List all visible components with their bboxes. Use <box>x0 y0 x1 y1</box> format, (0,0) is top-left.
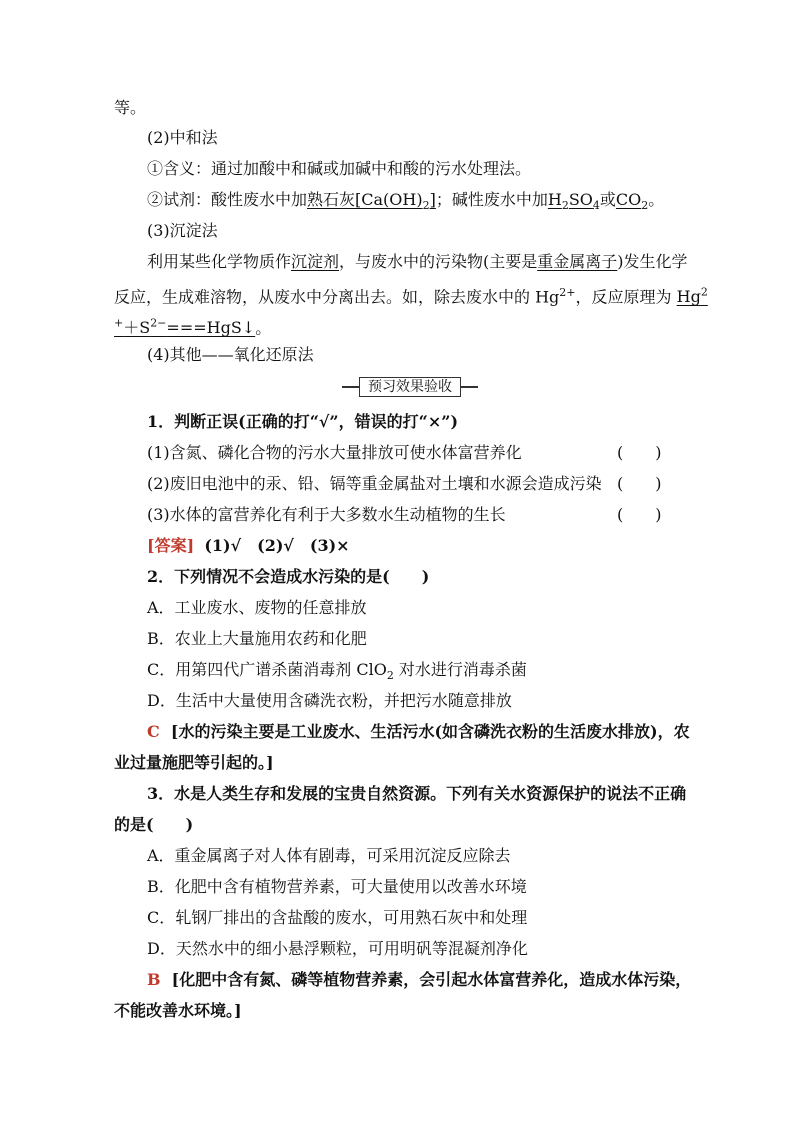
text: 3．水是人类生存和发展的宝贵自然资源。下列有关水资源保护的说法不正确 <box>147 784 687 803</box>
question-1-item-2 <box>147 473 602 495</box>
subscript: 2 <box>641 199 649 213</box>
text-line <box>114 282 708 308</box>
answer-letter: C <box>147 722 160 741</box>
superscript: + <box>114 317 124 330</box>
text: B．化肥中含有植物营养素，可大量使用以改善水环境 <box>147 877 527 896</box>
text: 对水进行消毒杀菌 <box>393 660 527 679</box>
question-2-option-c <box>147 659 527 687</box>
text: (2)废旧电池中的汞、铅、镉等重金属盐对土壤和水源会造成污染 <box>147 474 602 493</box>
subscript: 2 <box>386 669 394 683</box>
superscript: 2 <box>700 286 708 299</box>
text: ] <box>429 190 436 209</box>
text: (3)沉淀法 <box>147 221 218 240</box>
text: (3)水体的富营养化有利于大多数水生动植物的生长 <box>147 505 506 524</box>
text: 1．判断正误(正确的打“√”，错误的打“×”) <box>147 412 459 431</box>
text: D．生活中大量使用含磷洗衣粉，并把污水随意排放 <box>147 691 512 710</box>
text-line <box>147 189 664 217</box>
text: 或 <box>599 190 616 209</box>
question-3-explanation-cont <box>114 1000 242 1022</box>
text-line <box>147 251 688 273</box>
text-line <box>147 158 531 180</box>
text: 2．下列情况不会造成水污染的是( ) <box>147 567 430 586</box>
text: ②试剂：酸性废水中加 <box>147 190 308 209</box>
text: )发生化学 <box>617 252 688 271</box>
underlined-term: 沉淀剂 <box>291 252 340 271</box>
question-1-item-1 <box>147 442 522 464</box>
text: 利用某些化学物质作 <box>147 252 292 271</box>
text: ＋S <box>123 318 151 338</box>
text-line <box>114 313 271 339</box>
text: ===HgS↓ <box>166 318 256 338</box>
question-1-stem <box>147 411 458 433</box>
section-title <box>342 376 478 398</box>
text-line <box>114 97 146 119</box>
question-3-option-d <box>147 938 528 960</box>
text: C．轧钢厂排出的含盐酸的废水，可用熟石灰中和处理 <box>147 908 528 927</box>
text: A．重金属离子对人体有剧毒，可采用沉淀反应除去 <box>147 846 511 865</box>
answer-blank: ( ) <box>617 443 662 462</box>
question-3-option-c <box>147 907 527 929</box>
text: CO <box>615 190 642 209</box>
heading-neutralization <box>147 127 218 149</box>
question-2-explanation <box>147 721 690 743</box>
question-1-item-3 <box>147 504 506 526</box>
text: (2)中和法 <box>147 128 218 147</box>
question-3-explanation <box>147 969 691 991</box>
superscript: 2+ <box>559 286 576 299</box>
answer-letter: B <box>147 970 161 989</box>
superscript: 2− <box>150 317 167 330</box>
text: 熟石灰[Ca(OH) <box>307 190 423 209</box>
text: 反应，生成难溶物，从废水中分离出去。如，除去废水中的 Hg <box>114 287 560 307</box>
text: ①含义：通过加酸中和碱或加碱中和酸的污水处理法。 <box>147 159 532 178</box>
text: H <box>547 190 562 209</box>
text: 。 <box>255 318 272 338</box>
text: 不能改善水环境。] <box>114 1001 242 1020</box>
answer-text: (1)√ (2)√ (3)× <box>204 536 350 555</box>
question-3-stem-cont <box>114 814 193 836</box>
underlined-term <box>307 190 436 213</box>
subscript: 2 <box>422 199 430 213</box>
text: Hg <box>676 287 701 307</box>
answer-blank: ( ) <box>617 505 662 524</box>
question-3-option-a <box>147 845 511 867</box>
underlined-term: 重金属离子 <box>537 252 618 271</box>
text: [水的污染主要是工业废水、生活污水(如含磷洗衣粉的生活废水排放)，农 <box>170 722 690 741</box>
answer-blank: ( ) <box>617 474 662 493</box>
question-3-stem <box>147 783 686 805</box>
text: 。 <box>648 190 665 209</box>
text: (4)其他——氧化还原法 <box>147 345 314 364</box>
text: (1)含氮、磷化合物的污水大量排放可使水体富营养化 <box>147 443 522 462</box>
text: ；碱性废水中加 <box>435 190 548 209</box>
text: D．天然水中的细小悬浮颗粒，可用明矾等混凝剂净化 <box>147 939 528 958</box>
text: ，与废水中的污染物(主要是 <box>339 252 538 271</box>
text: ，反应原理为 <box>575 287 677 307</box>
question-2-option-a <box>147 597 367 619</box>
question-2-explanation-cont <box>114 752 274 774</box>
heading-precipitation <box>147 220 218 242</box>
question-2-option-b <box>147 628 367 650</box>
question-2-stem <box>147 566 429 588</box>
text: 等。 <box>114 98 147 117</box>
underlined-term <box>615 190 649 213</box>
text: 业过量施肥等引起的。] <box>114 753 274 772</box>
text: B．农业上大量施用农药和化肥 <box>147 629 367 648</box>
underlined-term <box>547 190 600 213</box>
question-3-option-b <box>147 876 527 898</box>
text: C．用第四代广谱杀菌消毒剂 ClO <box>147 660 387 679</box>
subscript: 4 <box>592 199 600 213</box>
question-2-option-d <box>147 690 512 712</box>
answer-label: [答案] <box>147 536 195 555</box>
text: SO <box>568 190 593 209</box>
text: [化肥中含有氮、磷等植物营养素，会引起水体富营养化，造成水体污染， <box>171 970 692 989</box>
heading-other <box>147 344 314 366</box>
subscript: 2 <box>561 199 569 213</box>
text: A．工业废水、废物的任意排放 <box>147 598 367 617</box>
underlined-term <box>677 287 708 306</box>
question-1-answer <box>147 535 350 557</box>
text: 的是( ) <box>114 815 194 834</box>
underlined-term <box>114 318 255 337</box>
section-title-label: 预习效果验收 <box>359 377 461 397</box>
